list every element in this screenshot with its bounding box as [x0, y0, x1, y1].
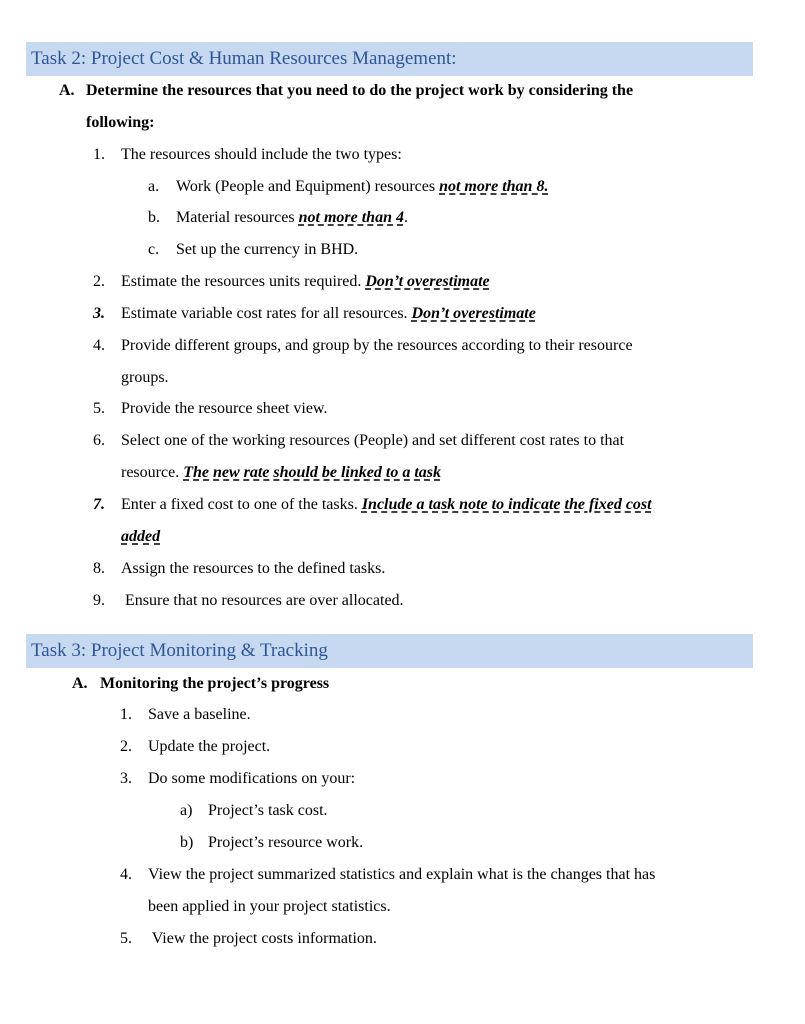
list-number: 5.	[120, 930, 132, 947]
list-number: 3.	[120, 770, 132, 787]
list-item-cont: groups.	[121, 369, 169, 386]
list-item	[121, 495, 652, 515]
list-number: 2.	[120, 738, 132, 755]
list-number: 4.	[120, 866, 132, 883]
list-item-cont	[121, 463, 441, 483]
list-item: Ensure that no resources are over allocated.	[121, 592, 404, 609]
sub-list-item: Project’s task cost.	[208, 802, 328, 819]
list-number: 8.	[93, 560, 105, 577]
list-number: 9.	[93, 592, 105, 609]
list-item: Do some modifications on your:	[148, 770, 356, 787]
list-item: View the project costs information.	[148, 930, 377, 947]
task3-section-a-marker: A.	[72, 675, 88, 692]
sub-list-letter: b.	[148, 209, 160, 226]
emphasis: The new rate should be linked to a task	[183, 464, 441, 481]
sub-list-letter: a)	[180, 802, 193, 819]
task2-heading: Task 2: Project Cost & Human Resources Management:	[26, 42, 753, 76]
list-item: Assign the resources to the defined tasks.	[121, 560, 386, 577]
sub-list-letter: c.	[148, 241, 160, 258]
emphasis: Include a task note to indicate the fixed cost	[361, 496, 652, 513]
task3-heading: Task 3: Project Monitoring & Tracking	[26, 634, 753, 668]
emphasis: not more than 4	[298, 209, 404, 226]
emphasis: added	[121, 528, 161, 545]
task2-section-a-marker: A.	[59, 82, 75, 99]
task2-section-a-title-cont: following:	[86, 114, 155, 131]
item-text: Material resources	[176, 209, 299, 226]
list-item: Select one of the working resources (People) and set different cost rates to that	[121, 432, 625, 449]
item-text: resource.	[121, 464, 184, 481]
list-number: 3.	[93, 305, 105, 322]
sub-list-item: Set up the currency in BHD.	[176, 241, 359, 258]
list-number: 7.	[93, 496, 105, 513]
sub-list-letter: b)	[180, 834, 194, 851]
list-number: 1.	[93, 146, 105, 163]
item-text: Work (People and Equipment) resources	[176, 178, 440, 195]
sub-list-item	[176, 208, 408, 228]
list-number: 5.	[93, 400, 105, 417]
list-item	[121, 272, 490, 292]
list-number: 1.	[120, 706, 132, 723]
item-text: Estimate the resources units required.	[121, 273, 366, 290]
list-item: Provide different groups, and group by the resources according to their resource	[121, 337, 633, 354]
list-item	[121, 304, 536, 324]
sub-list-item: Project’s resource work.	[208, 834, 364, 851]
list-item: Provide the resource sheet view.	[121, 400, 328, 417]
list-item: View the project summarized statistics and explain what is the changes that has	[148, 866, 656, 883]
item-tail: .	[403, 209, 408, 226]
list-number: 6.	[93, 432, 105, 449]
task2-section-a-title: Determine the resources that you need to do the project work by considering the	[86, 82, 634, 99]
emphasis: Don’t overestimate	[411, 305, 536, 322]
emphasis: not more than 8.	[439, 178, 549, 195]
list-item: Update the project.	[148, 738, 271, 755]
list-item: The resources should include the two types:	[121, 146, 402, 163]
sub-list-item	[176, 177, 548, 197]
item-text: Estimate variable cost rates for all resources.	[121, 305, 412, 322]
emphasis: Don’t overestimate	[365, 273, 490, 290]
list-number: 2.	[93, 273, 105, 290]
sub-list-letter: a.	[148, 178, 160, 195]
list-number: 4.	[93, 337, 105, 354]
item-text: Enter a fixed cost to one of the tasks.	[121, 496, 362, 513]
list-item-cont	[121, 527, 160, 547]
list-item: Save a baseline.	[148, 706, 251, 723]
list-item-cont: been applied in your project statistics.	[148, 898, 391, 915]
task3-section-a-title: Monitoring the project’s progress	[100, 675, 330, 692]
